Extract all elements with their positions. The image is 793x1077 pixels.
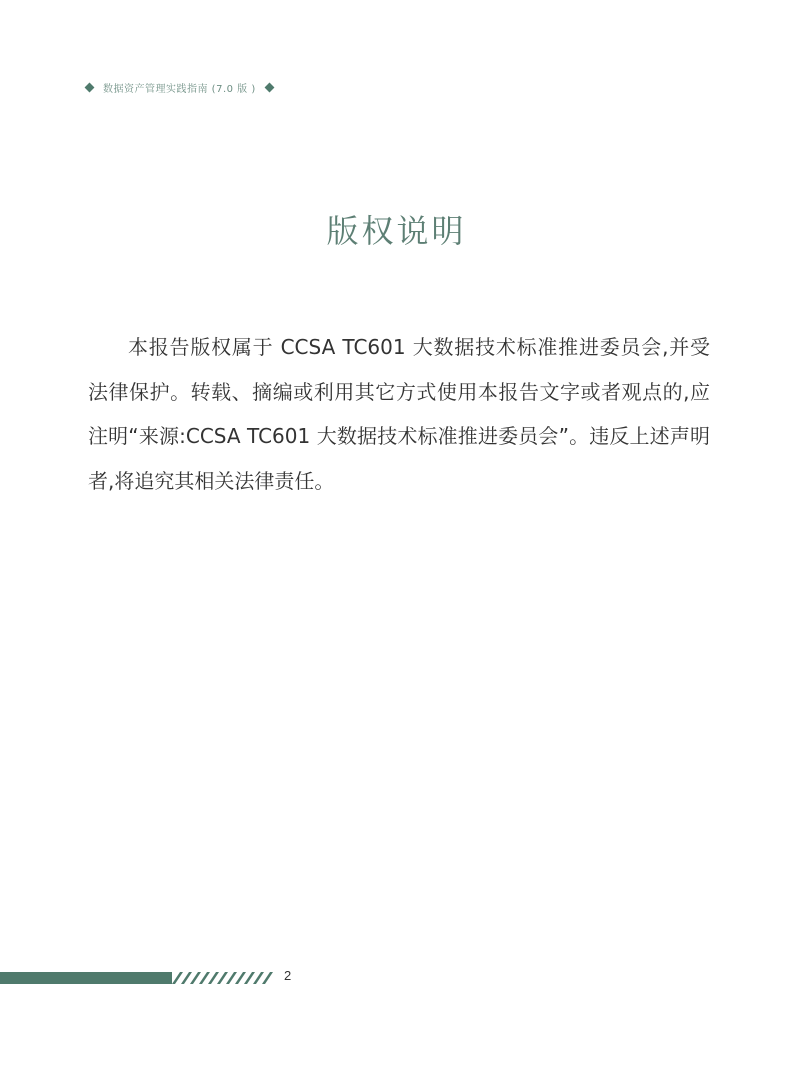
footer-stripe: [262, 972, 273, 984]
footer-stripe: [226, 972, 237, 984]
footer-stripe: [199, 972, 210, 984]
footer-stripe: [217, 972, 228, 984]
footer-stripe-bar: [0, 972, 310, 984]
diamond-icon: [264, 82, 274, 92]
page-title: 版权说明: [326, 212, 467, 250]
running-header: [82, 78, 277, 96]
footer-stripe: [235, 972, 246, 984]
footer-stripe: [253, 972, 264, 984]
page-number: 2: [284, 968, 292, 983]
footer-solid-bar: [0, 972, 172, 984]
footer-stripe: [244, 972, 255, 984]
footer-stripe: [181, 972, 192, 984]
footer-stripe: [190, 972, 201, 984]
footer-stripe: [208, 972, 219, 984]
copyright-paragraph: 本报告版权属于 CCSA TC601 大数据技术标准推进委员会,并受法律保护。转载、摘编或利用其它方式使用本报告文字或者观点的,应注明“来源:CCSA TC601 大数据技术标准推进委员会”。违反上述声明者,将追究其相关法律责任。: [88, 335, 710, 493]
diamond-icon: [85, 82, 95, 92]
footer-stripe: [172, 972, 183, 984]
running-title: 数据资产管理实践指南 (7.0 版 ): [103, 83, 256, 95]
